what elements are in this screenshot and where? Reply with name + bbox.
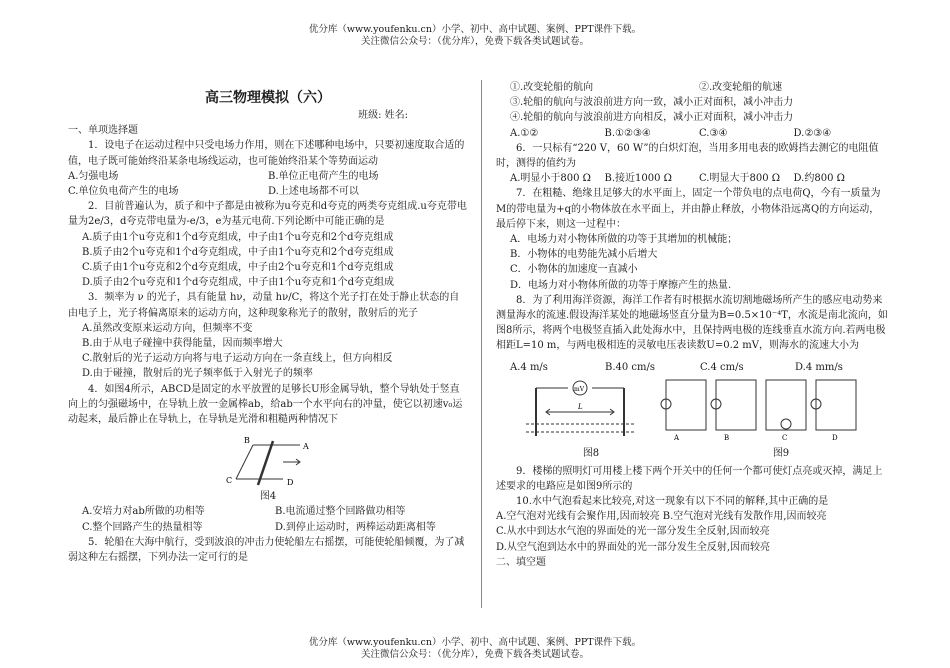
figure-captions-row bbox=[496, 446, 876, 461]
figure-4-caption: 图4 bbox=[259, 491, 277, 503]
q8-option-d: D.4 mm/s bbox=[795, 361, 843, 373]
left-column bbox=[68, 80, 468, 565]
q5-option-a: A.①② bbox=[510, 127, 539, 139]
label-c: C bbox=[226, 476, 233, 486]
q8-options bbox=[510, 360, 890, 375]
q5-options bbox=[496, 126, 888, 141]
q5-items-row1 bbox=[496, 80, 888, 95]
footer-line-1: 优分库（www.youfenku.cn）小学、初中、高中试题、案例、PPT课件下载。 bbox=[308, 637, 642, 648]
fig9-c: C bbox=[782, 433, 788, 442]
label-d: D bbox=[287, 478, 294, 488]
page-footer bbox=[0, 637, 950, 661]
q10-option-a: A.空气泡对光线有会聚作用,因而较亮 bbox=[496, 511, 660, 523]
distance-label: L bbox=[578, 402, 583, 411]
q1-option-c: C.单位负电荷产生的电场 bbox=[68, 186, 179, 198]
section-fill-blank: 二、填空题 bbox=[496, 556, 546, 568]
voltmeter-label: mV bbox=[574, 385, 585, 393]
page-title: 高三物理模拟（六） bbox=[205, 90, 331, 106]
question-3: 3．频率为 ν 的光子，具有能量 hν，动量 hν/C，将这个光子打在处于静止状态的自由电子上，光子将偏离原来的运动方向，这种现象称光子的散射，散射后的光子 bbox=[68, 292, 460, 319]
q7-option-b: B．小物体的电势能先减小后增大 bbox=[510, 249, 658, 261]
q6-option-d: D.约800 Ω bbox=[793, 173, 845, 185]
q5-option-b: B.①②③④ bbox=[604, 127, 651, 139]
q5-option-c: C.③④ bbox=[699, 127, 728, 139]
q4-option-b: B.电流通过整个回路做功相等 bbox=[275, 506, 406, 518]
q4-option-a: A.安培力对ab所做的功相等 bbox=[82, 506, 205, 518]
q1-options-row1 bbox=[68, 169, 468, 184]
q5-item-1: ①.改变轮船的航向 bbox=[510, 82, 594, 93]
rail-end bbox=[236, 445, 253, 479]
q5-item-2: ②.改变轮船的航速 bbox=[699, 82, 783, 93]
q7-option-c: C．小物体的加速度一直减小 bbox=[510, 264, 638, 276]
label-b: B bbox=[244, 436, 250, 446]
metal-rod bbox=[258, 441, 273, 485]
q3-option-d: D.由于碰撞，散射后的光子频率低于入射光子的频率 bbox=[82, 368, 313, 380]
section-single-choice: 一、单项选择题 bbox=[68, 125, 138, 137]
q5-item-3: ③.轮船的航向与波浪前进方向一致，减小正对面积，减小冲击力 bbox=[510, 97, 794, 109]
q7-option-a: A．电场力对小物体所做的功等于其增加的机械能； bbox=[510, 234, 738, 246]
q8-option-c: C.4 cm/s bbox=[700, 361, 744, 373]
q6-option-c: C.明显大于800 Ω bbox=[699, 173, 781, 185]
question-2: 2．目前普遍认为，质子和中子都是由被称为u夸克和d夸克的两类夸克组成.u夸克带电量为2e/3，d夸克带电量为-e/3，e为基元电荷.下列论断中可能正确的是 bbox=[68, 201, 467, 228]
figure-9-caption: 图9 bbox=[772, 447, 790, 459]
q6-option-a: A.明显小于800 Ω bbox=[510, 173, 591, 185]
header-line-2: 关注微信公众号：（优分库），免费下载各类试题试卷。 bbox=[360, 36, 589, 47]
fig9-b: B bbox=[724, 433, 730, 442]
fig9-a: A bbox=[674, 433, 680, 442]
question-6: 6．一只标有“220 V，60 W”的白炽灯泡，当用多用电表的欧姆挡去测它的电阻值时，测得的值约为 bbox=[496, 142, 879, 170]
q1-option-a: A.匀强电场 bbox=[68, 170, 119, 182]
class-name-line: 班级: 姓名: bbox=[358, 110, 408, 121]
rail-diagram bbox=[68, 427, 468, 489]
figure-9-drawing bbox=[661, 380, 856, 430]
q3-option-c: C.散射后的光子运动方向将与电子运动方向在一条直线上，但方向相反 bbox=[82, 353, 393, 365]
q4-options-row2 bbox=[68, 520, 468, 535]
question-8: 8．为了利用海洋资源，海洋工作者有时根据水流切割地磁场所产生的感应电动势来测量海水的流速.假设海洋某处的地磁场竖直分量为B=0.5×10⁻⁴T，水流是南北流向，如图8所示，将两个电极竖直插入此处海水中，且保持两电极的连线垂直水流方向.若两电极相距L=10 m，与两电极相连的灵敏电压表读数U=0.2 mV，则海水的流速大小为 bbox=[496, 294, 888, 352]
q6-option-b: B.接近1000 Ω bbox=[604, 173, 672, 185]
q2-option-d: D.质子由2个u夸克和1个d夸克组成，中子由1个u夸克和1个d夸克组成 bbox=[82, 277, 394, 289]
q1-option-b: B.单位正电荷产生的电场 bbox=[268, 170, 379, 182]
question-1: 1．设电子在运动过程中只受电场力作用，则在下述哪种电场中，只要初速度取合适的值，电子既可能始终沿某条电场线运动，也可能始终沿某个等势面运动 bbox=[68, 140, 465, 167]
q4-option-d: D.到停止运动时，两棒运动距离相等 bbox=[275, 521, 436, 533]
q3-option-a: A.虽然改变原来运动方向，但频率不变 bbox=[82, 322, 253, 334]
q1-option-d: D.上述电场都不可以 bbox=[268, 186, 359, 198]
figure-4 bbox=[68, 427, 468, 489]
q2-option-b: B.质子由2个u夸克和1个d夸克组成，中子由1个u夸克和2个d夸克组成 bbox=[82, 246, 394, 258]
q2-option-a: A.质子由1个u夸克和1个d夸克组成，中子由1个u夸克和2个d夸克组成 bbox=[82, 231, 394, 243]
q7-option-d: D．电场力对小物体所做的功等于摩擦产生的热量. bbox=[510, 279, 732, 291]
column-divider bbox=[481, 80, 482, 608]
q5-item-4: ④.轮船的航向与波浪前进方向相反，减小正对面积，减小冲击力 bbox=[510, 112, 794, 124]
q4-options-row1 bbox=[68, 504, 468, 519]
q4-option-c: C.整个回路产生的热量相等 bbox=[82, 521, 203, 533]
q5-option-d: D.②③④ bbox=[793, 127, 832, 139]
fig9-d: D bbox=[832, 433, 838, 442]
question-4: 4．如图4所示，ABCD是固定的水平放置的足够长U形金属导轨，整个导轨处于竖直向上的匀强磁场中，在导轨上放一金属棒ab，给ab一个水平向右的冲量，使它以初速v₀运动起来，最后静止在导轨上，在导轨是光滑和粗糙两种情况下 bbox=[68, 383, 463, 426]
q6-options bbox=[496, 171, 888, 186]
q10-options-ab bbox=[496, 509, 888, 524]
question-5: 5．轮船在大海中航行，受到波浪的冲击力使轮船左右摇摆，可能使轮船倾覆，为了减弱这种左右摇摆，下列办法一定可行的是 bbox=[68, 536, 465, 564]
q10-option-d: D.从空气泡到达水中的界面处的光一部分发生全反射,因而较亮 bbox=[496, 541, 771, 553]
footer-line-2: 关注微信公众号：（优分库），免费下载各类试题试卷。 bbox=[360, 649, 589, 660]
header-line-1: 优分库（www.youfenku.cn）小学、初中、高中试题、案例、PPT课件下载。 bbox=[308, 24, 642, 35]
question-10: 10.水中气泡看起来比较亮,对这一现象有以下不同的解释,其中正确的是 bbox=[516, 496, 829, 508]
figure-8-caption: 图8 bbox=[582, 447, 600, 459]
q10-option-b: B.空气泡对光线有发散作用,因而较亮 bbox=[662, 511, 827, 523]
q8-option-b: B.40 cm/s bbox=[605, 361, 656, 373]
q3-option-b: B.由于从电子碰撞中获得能量，因而频率增大 bbox=[82, 338, 283, 350]
q2-option-c: C.质子由1个u夸克和2个d夸克组成，中子由2个u夸克和1个d夸克组成 bbox=[82, 262, 394, 274]
page-header bbox=[0, 24, 950, 48]
right-column bbox=[496, 80, 888, 570]
circuit-diagrams bbox=[496, 374, 888, 444]
question-7: 7．在粗糙、绝缘且足够大的水平面上，固定一个带负电的点电荷Q，今有一质量为M的带电量为+q的小物体放在水平面上，并由静止释放，小物体沿远离Q的方向运动，最后停下来，则这一过程中： bbox=[496, 188, 881, 230]
question-9: 9．楼梯的照明灯可用楼上楼下两个开关中的任何一个都可使灯点亮或灭掉，满足上述要求的电路应是如图9所示的 bbox=[496, 465, 883, 492]
figures-8-9 bbox=[496, 360, 888, 464]
q8-option-a: A.4 m/s bbox=[510, 361, 548, 373]
q10-option-c: C.从水中到达水气泡的界面处的光一部分发生全反射,因而较亮 bbox=[496, 526, 770, 538]
q1-options-row2 bbox=[68, 184, 468, 199]
label-a: A bbox=[303, 442, 309, 452]
